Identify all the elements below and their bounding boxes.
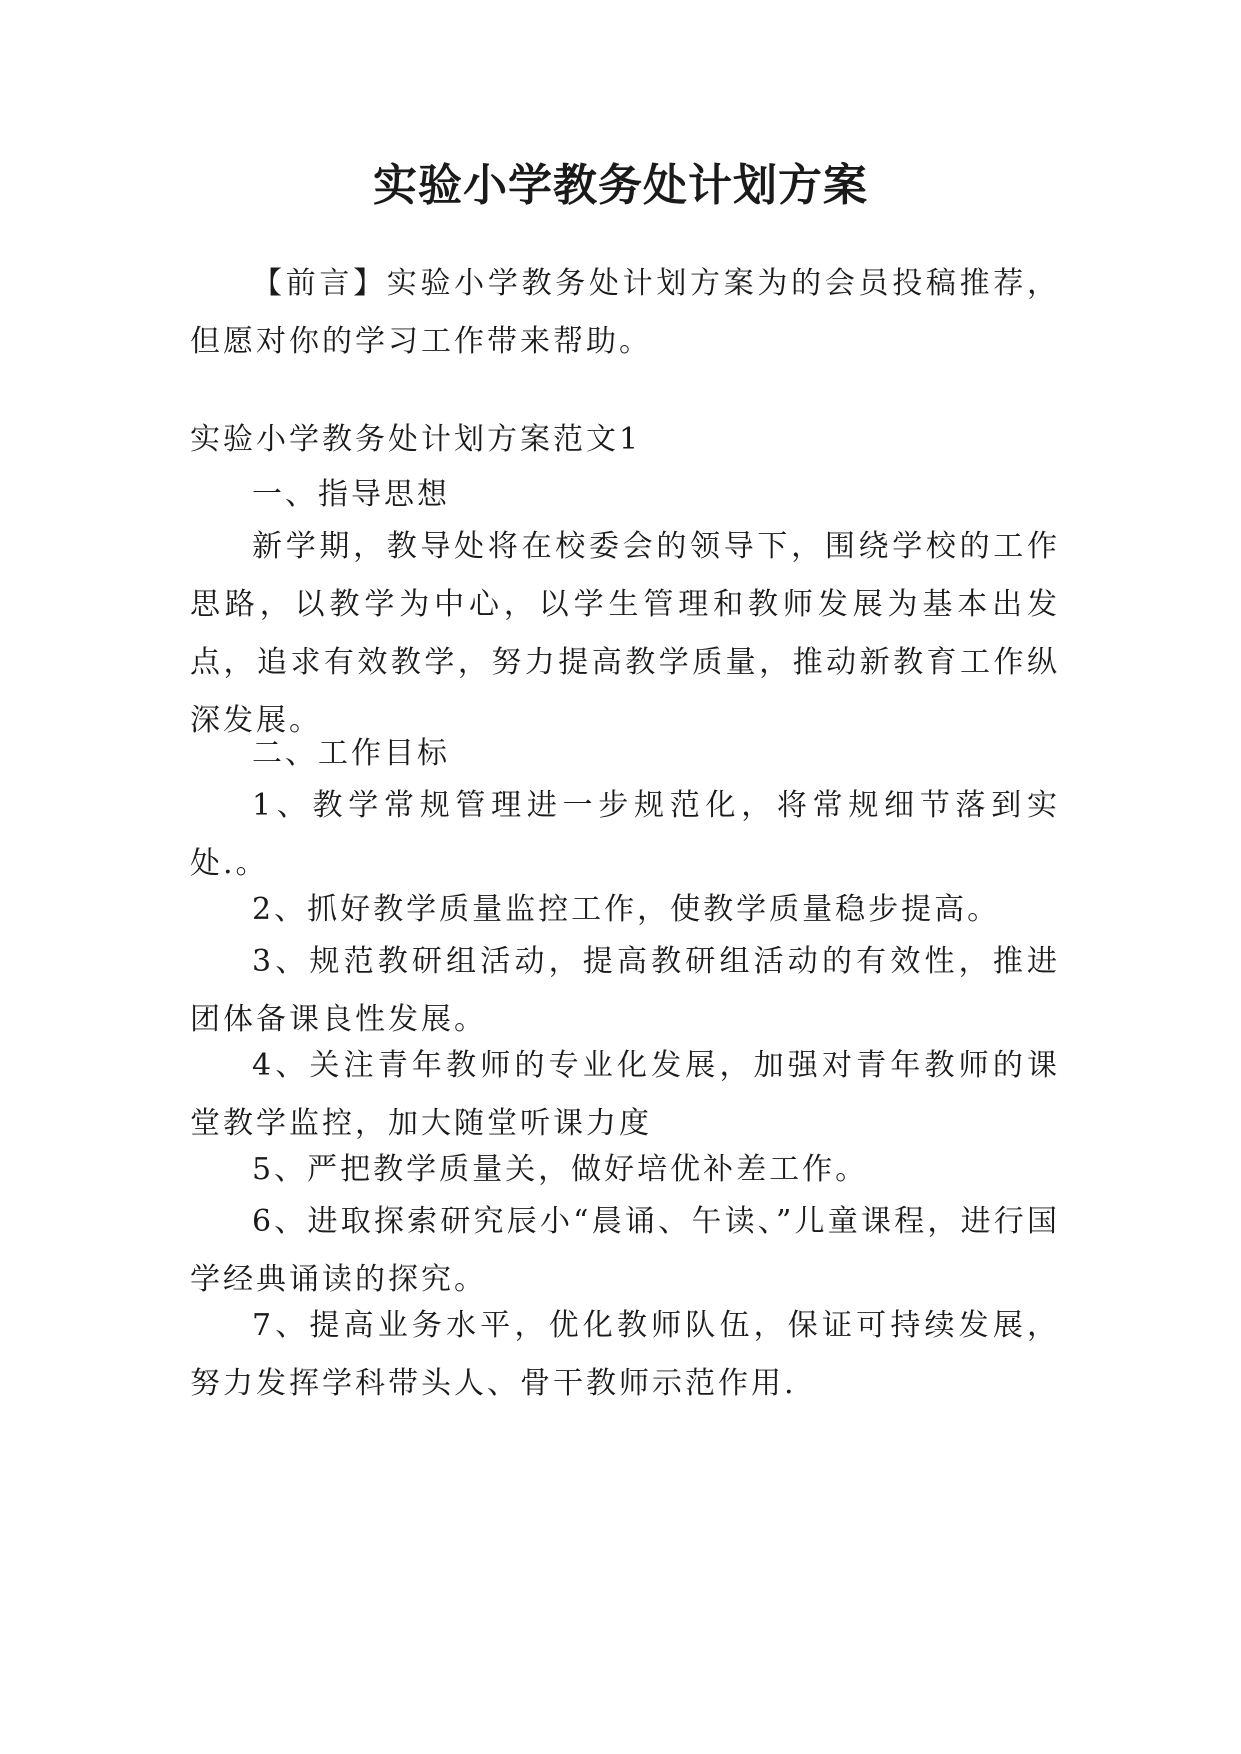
section-title: 实验小学教务处计划方案范文1 — [190, 422, 642, 457]
heading-work-goals: 二、工作目标 — [252, 736, 450, 771]
document-title: 实验小学教务处计划方案 — [373, 160, 868, 211]
heading-guiding-ideology: 一、指导思想 — [252, 477, 450, 512]
preface-paragraph: 【前言】实验小学教务处计划方案为的会员投稿推荐，但愿对你的学习工作带来帮助。 — [190, 266, 1060, 359]
goal-item-1: 1、教学常规管理进一步规范化，将常规细节落到实处.。 — [190, 788, 1060, 881]
goal-item-5: 5、严把教学质量关，做好培优补差工作。 — [252, 1152, 869, 1187]
goal-item-7: 7、提高业务水平，优化教师队伍，保证可持续发展，努力发挥学科带头人、骨干教师示范作用. — [190, 1308, 1060, 1401]
goal-item-6: 6、进取探索研究辰小“晨诵、午读、”儿童课程，进行国学经典诵读的探究。 — [190, 1204, 1060, 1297]
goal-item-2: 2、抓好教学质量监控工作，使教学质量稳步提高。 — [252, 892, 1001, 927]
goal-item-3: 3、规范教研组活动，提高教研组活动的有效性，推进团体备课良性发展。 — [190, 944, 1060, 1037]
goal-item-4: 4、关注青年教师的专业化发展，加强对青年教师的课堂教学监控，加大随堂听课力度 — [190, 1048, 1060, 1141]
guiding-ideology-paragraph: 新学期，教导处将在校委会的领导下，围绕学校的工作思路，以教学为中心，以学生管理和教师发展为基本出发点，追求有效教学，努力提高教学质量，推动新教育工作纵深发展。 — [190, 529, 1060, 738]
